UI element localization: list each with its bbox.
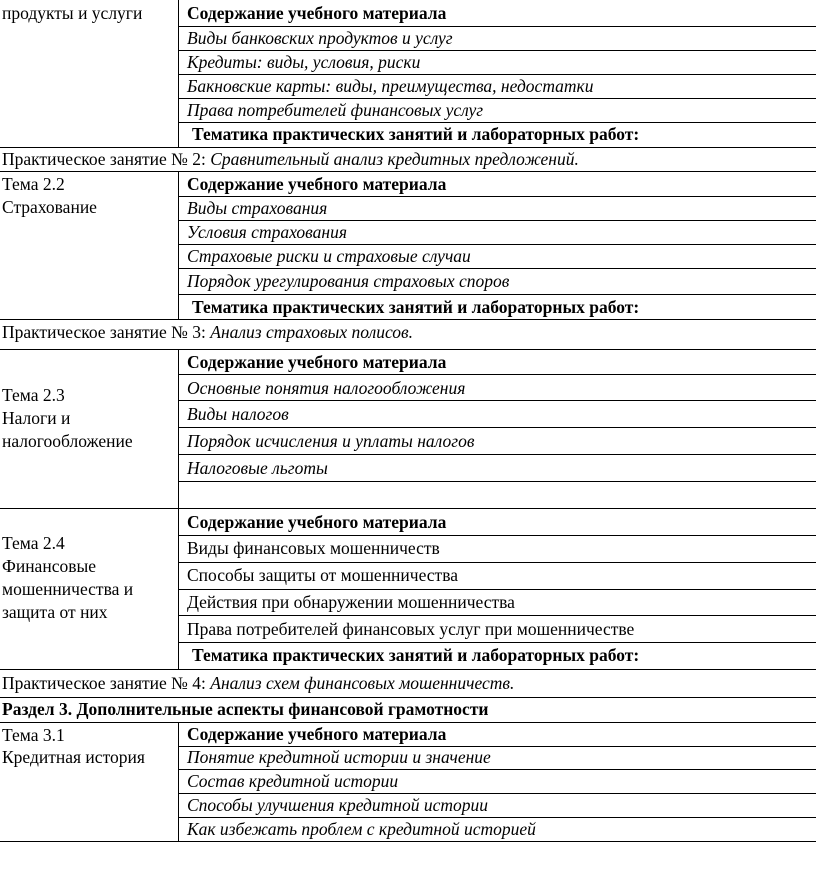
list-item: Порядок урегулирования страховых споров xyxy=(187,271,510,291)
list-item: Условия страхования xyxy=(187,222,347,242)
list-item: Виды страхования xyxy=(187,198,328,218)
list-item: Способы защиты от мошенничества xyxy=(187,565,459,585)
practice-header: Тематика практических занятий и лабораторных работ: xyxy=(192,297,640,317)
list-item: Порядок исчисления и уплаты налогов xyxy=(187,431,475,451)
row-divider xyxy=(0,349,816,350)
row-divider xyxy=(178,769,816,770)
row-divider xyxy=(178,98,816,99)
row-divider xyxy=(178,589,816,590)
row-divider xyxy=(178,427,816,428)
topic-number: Тема 2.2 xyxy=(2,174,65,194)
section-header: Содержание учебного материала xyxy=(187,512,447,532)
practice-header: Тематика практических занятий и лабораторных работ: xyxy=(192,645,640,665)
list-item: Страховые риски и страховые случаи xyxy=(187,246,471,266)
section-header: Содержание учебного материала xyxy=(187,3,447,23)
practice-line: Практическое занятие № 2: Сравнительный анализ кредитных предложений. xyxy=(2,149,579,169)
section-title: Раздел 3. Дополнительные аспекты финансовой грамотности xyxy=(2,699,489,719)
row-divider xyxy=(0,722,816,723)
topic-title: Финансовые xyxy=(2,556,96,576)
row-divider xyxy=(0,508,816,509)
practice-header: Тематика практических занятий и лабораторных работ: xyxy=(192,124,640,144)
topic-title: налогообложение xyxy=(2,431,133,451)
list-item: Состав кредитной истории xyxy=(187,771,399,791)
practice-line: Практическое занятие № 4: Анализ схем финансовых мошенничеств. xyxy=(2,673,515,693)
list-item: Налоговые льготы xyxy=(187,458,328,478)
row-divider xyxy=(178,535,816,536)
column-divider xyxy=(178,171,179,319)
row-divider xyxy=(178,268,816,269)
row-divider xyxy=(0,147,816,148)
list-item: Бакновские карты: виды, преимущества, недостатки xyxy=(187,76,594,96)
topic-number: Тема 2.4 xyxy=(2,533,65,553)
row-divider xyxy=(178,122,816,123)
list-item: Виды банковских продуктов и услуг xyxy=(187,28,453,48)
column-divider xyxy=(178,349,179,669)
list-item: Способы улучшения кредитной истории xyxy=(187,795,489,815)
row-divider xyxy=(0,669,816,670)
topic-title: мошенничества и xyxy=(2,579,134,599)
row-divider xyxy=(0,319,816,320)
section-header: Содержание учебного материала xyxy=(187,724,447,744)
row-divider xyxy=(178,26,816,27)
row-divider xyxy=(0,697,816,698)
list-item: Виды налогов xyxy=(187,404,289,424)
row-divider xyxy=(0,841,816,842)
section-header: Содержание учебного материала xyxy=(187,352,447,372)
topic-number: Тема 2.3 xyxy=(2,385,65,405)
row-divider xyxy=(178,615,816,616)
list-item: Действия при обнаружении мошенничества xyxy=(187,592,515,612)
row-divider xyxy=(178,374,816,375)
topic-title: продукты и услуги xyxy=(2,3,143,23)
topic-title: защита от них xyxy=(2,602,108,622)
topic-title: Страхование xyxy=(2,197,97,217)
row-divider xyxy=(178,220,816,221)
row-divider xyxy=(178,817,816,818)
section-header: Содержание учебного материала xyxy=(187,174,447,194)
row-divider xyxy=(178,294,816,295)
list-item: Кредиты: виды, условия, риски xyxy=(187,52,421,72)
row-divider xyxy=(178,196,816,197)
list-item: Права потребителей финансовых услуг xyxy=(187,100,484,120)
topic-title: Налоги и xyxy=(2,408,71,428)
row-divider xyxy=(178,481,816,482)
list-item: Как избежать проблем с кредитной историей xyxy=(187,819,536,839)
row-divider xyxy=(178,74,816,75)
list-item: Виды финансовых мошенничеств xyxy=(187,538,440,558)
row-divider xyxy=(178,454,816,455)
list-item: Понятие кредитной истории и значение xyxy=(187,747,491,767)
row-divider xyxy=(178,562,816,563)
row-divider xyxy=(178,400,816,401)
row-divider xyxy=(178,244,816,245)
topic-number: Тема 3.1 xyxy=(2,725,65,745)
practice-line: Практическое занятие № 3: Анализ страховых полисов. xyxy=(2,322,414,342)
list-item: Основные понятия налогообложения xyxy=(187,378,466,398)
row-divider xyxy=(178,642,816,643)
column-divider xyxy=(178,722,179,841)
row-divider xyxy=(178,793,816,794)
row-divider xyxy=(178,50,816,51)
row-divider xyxy=(0,171,816,172)
list-item: Права потребителей финансовых услуг при мошенничестве xyxy=(187,619,635,639)
topic-title: Кредитная история xyxy=(2,747,145,767)
